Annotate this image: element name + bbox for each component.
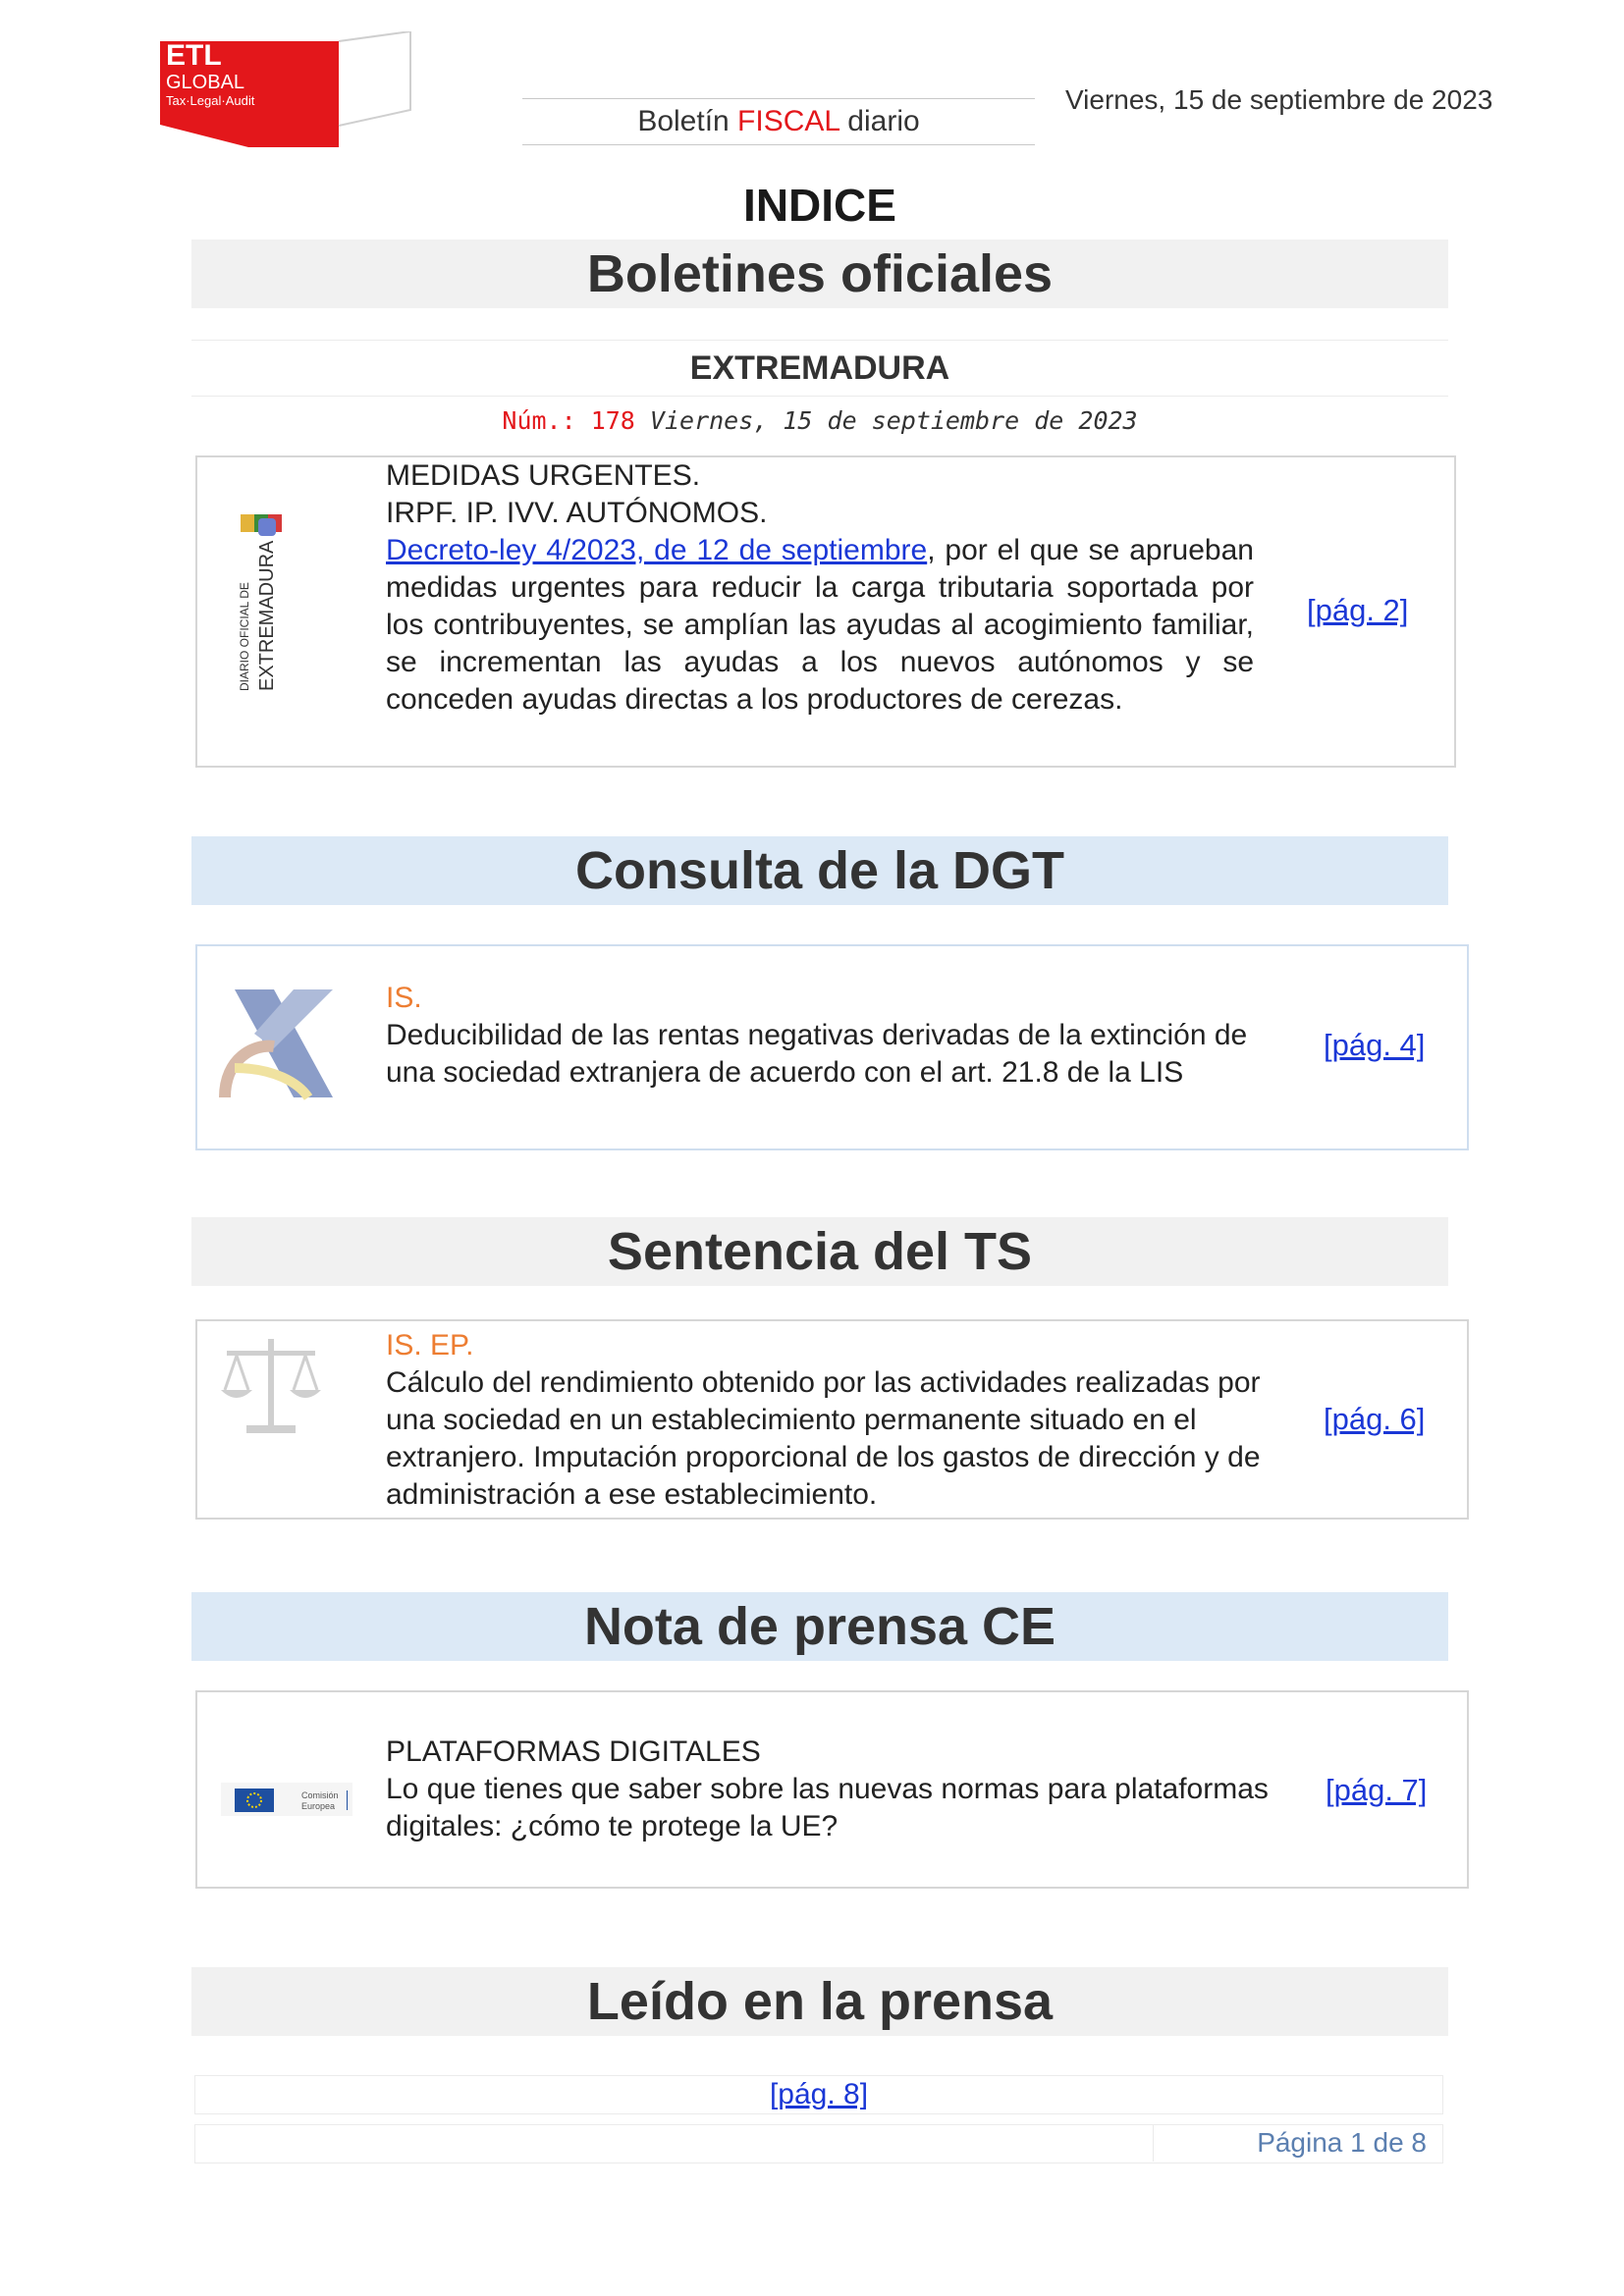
- bulletin-title-suffix: diario: [839, 105, 920, 137]
- doe-body: [386, 532, 1254, 719]
- page-link-8[interactable]: [pág. 8]: [769, 2078, 869, 2110]
- ce-heading: PLATAFORMAS DIGITALES: [386, 1735, 761, 1768]
- decreto-ley-link[interactable]: Decreto-ley 4/2023, de 12 de septiembre: [386, 534, 928, 566]
- doe-logo: [219, 514, 298, 691]
- doe-logo-text-2: EXTREMADURA: [256, 540, 278, 691]
- dgt-tag: IS.: [386, 982, 422, 1014]
- ec-logo-text-1: Comisión: [301, 1790, 339, 1800]
- scales-of-justice-icon: [217, 1331, 325, 1439]
- bulletin-title-highlight: FISCAL: [737, 105, 839, 137]
- entry-card-ts: [195, 1319, 1469, 1520]
- doe-heading-1: MEDIDAS URGENTES.: [386, 459, 701, 492]
- index-title: INDICE: [743, 180, 896, 231]
- doe-heading-2: IRPF. IP. IVV. AUTÓNOMOS.: [386, 497, 768, 529]
- doe-body-text: , por el que se aprueban medidas urgentes para reducir la carga tributaria soportada por los contribuyentes, se amplían las ayudas al acogimiento familiar, se incrementan las ayudas a los nuevos autónomos y se conceden ayudas directas a los productores de cerezas.: [386, 534, 1254, 716]
- logo-sub-text: GLOBAL: [166, 72, 245, 93]
- bulletin-number: Núm.: 178: [502, 406, 635, 435]
- bulletin-number-date: Viernes, 15 de septiembre de 2023: [634, 406, 1138, 435]
- ec-logo-text-2: Europea: [301, 1801, 336, 1811]
- prensa-link-row: [194, 2075, 1443, 2114]
- european-commission-logo: [221, 1779, 352, 1818]
- page-link-6[interactable]: [pág. 6]: [1324, 1402, 1426, 1436]
- entry-card-doe: [195, 455, 1456, 768]
- page-number-label: Página 1 de 8: [1257, 2127, 1427, 2158]
- bulletin-date: Viernes, 15 de septiembre de 2023: [1065, 84, 1493, 115]
- logo-tagline: Tax·Legal·Audit: [166, 93, 255, 108]
- section-nota-prensa-ce: Nota de prensa CE: [191, 1592, 1448, 1661]
- section-leido-prensa: Leído en la prensa: [191, 1967, 1448, 2036]
- logo-main-text: ETL: [166, 39, 222, 72]
- doe-entry-text: [386, 457, 1254, 719]
- bulletin-title-prefix: Boletín: [637, 105, 738, 137]
- section-consulta-dgt: Consulta de la DGT: [191, 836, 1448, 905]
- aeat-logo-icon: [215, 989, 343, 1107]
- section-boletines-oficiales: Boletines oficiales: [191, 240, 1448, 308]
- ce-body: Lo que tienes que saber sobre las nuevas normas para plataformas digitales: ¿cómo te protege la UE?: [386, 1773, 1269, 1842]
- ce-entry-text: [386, 1734, 1274, 1845]
- dgt-entry-text: [386, 980, 1270, 1092]
- page-link-2[interactable]: [pág. 2]: [1307, 593, 1409, 627]
- entry-card-dgt: [195, 944, 1469, 1150]
- dgt-body: Deducibilidad de las rentas negativas derivadas de la extinción de una sociedad extranjera de acuerdo con el art. 21.8 de la LIS: [386, 1019, 1248, 1089]
- page-link-7[interactable]: [pág. 7]: [1326, 1773, 1428, 1807]
- entry-card-ce: [195, 1690, 1469, 1889]
- page-link-4[interactable]: [pág. 4]: [1324, 1028, 1426, 1062]
- section-sentencia-ts: Sentencia del TS: [191, 1217, 1448, 1286]
- region-heading: EXTREMADURA: [191, 340, 1448, 397]
- ts-tag: IS. EP.: [386, 1329, 474, 1362]
- bulletin-title: [522, 98, 1035, 145]
- ts-entry-text: [386, 1327, 1274, 1514]
- etl-global-logo: [160, 31, 411, 147]
- ts-body: Cálculo del rendimiento obtenido por las actividades realizadas por una sociedad en un establecimiento permanente situado en el extranjero. Imputación proporcional de los gastos de dirección y de administración a ese establecimiento.: [386, 1366, 1261, 1511]
- page-number: [1153, 2124, 1442, 2162]
- doe-logo-text-1: DIARIO OFICIAL DE: [238, 582, 251, 691]
- bulletin-number-line: [191, 406, 1448, 435]
